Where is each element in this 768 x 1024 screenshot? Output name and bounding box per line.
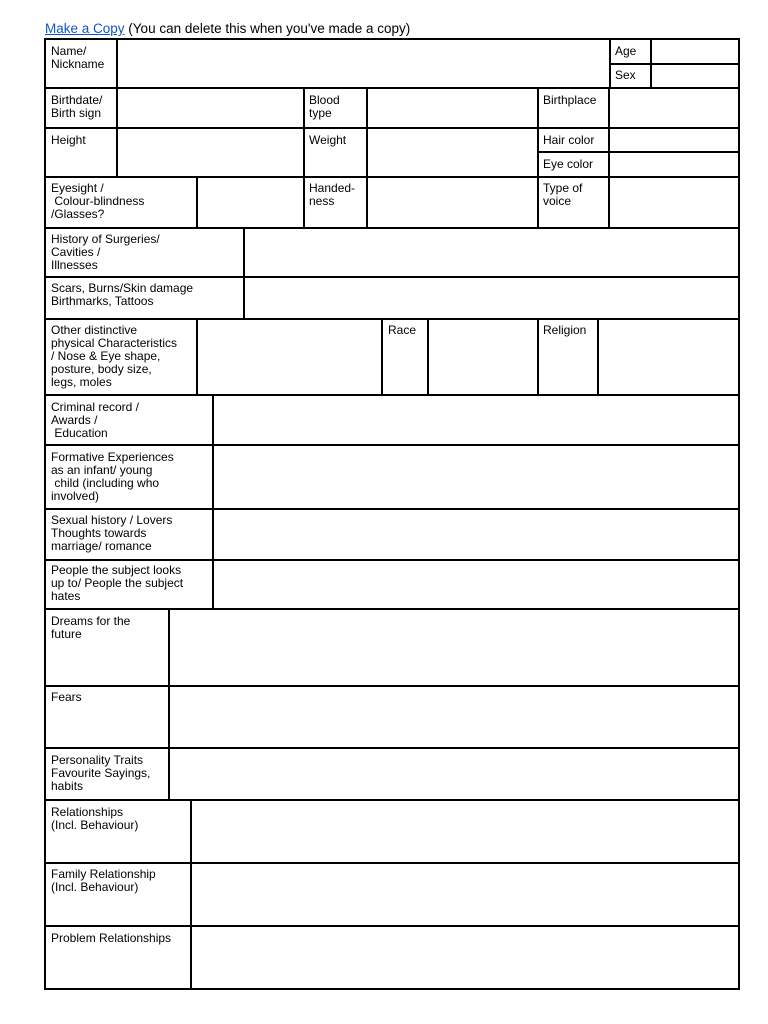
label-eye-color: Eye color	[543, 157, 594, 171]
label-age: Age	[615, 44, 637, 58]
label-sexual: Sexual history / Lovers Thoughts towards marriage/ romance	[51, 513, 173, 553]
blood-type-field[interactable]	[368, 89, 536, 126]
label-birthdate: Birthdate/ Birth sign	[51, 93, 103, 120]
family-field[interactable]	[192, 864, 737, 924]
label-weight: Weight	[309, 133, 347, 147]
criminal-field[interactable]	[214, 396, 737, 443]
age-field[interactable]	[652, 40, 737, 62]
label-birthplace: Birthplace	[543, 93, 597, 107]
label-family: Family Relationship (Incl. Behaviour)	[51, 867, 156, 894]
sexual-field[interactable]	[214, 510, 737, 558]
label-distinctive: Other distinctive physical Characteristics / Nose & Eye shape, posture, body size, legs, moles	[51, 323, 178, 389]
name-field[interactable]	[118, 40, 608, 86]
label-dreams: Dreams for the future	[51, 614, 131, 641]
form-rule	[44, 38, 46, 990]
race-field[interactable]	[429, 320, 536, 393]
label-formative: Formative Experiences as an infant/ young child (including who involved)	[51, 450, 174, 503]
form-rule	[537, 87, 539, 228]
make-a-copy-link[interactable]: Make a Copy	[45, 21, 125, 36]
form-rule	[44, 988, 739, 990]
handedness-field[interactable]	[368, 178, 536, 226]
label-height: Height	[51, 133, 86, 147]
birthdate-field[interactable]	[118, 89, 302, 126]
form-rule	[303, 87, 305, 228]
header-note-text: (You can delete this when you've made a copy)	[124, 21, 411, 36]
label-name: Name/ Nickname	[51, 44, 105, 71]
hair-color-field[interactable]	[610, 129, 737, 150]
label-scars: Scars, Burns/Skin damage Birthmarks, Tattoos	[51, 281, 194, 308]
voice-field[interactable]	[610, 178, 737, 226]
formative-field[interactable]	[214, 446, 737, 507]
distinctive-field[interactable]	[198, 320, 380, 393]
label-personality: Personality Traits Favourite Sayings, habits	[51, 753, 151, 793]
surgeries-field[interactable]	[245, 229, 737, 275]
problem-field[interactable]	[192, 927, 737, 987]
dreams-field[interactable]	[170, 610, 737, 684]
weight-field[interactable]	[368, 129, 536, 175]
label-hair-color: Hair color	[543, 133, 595, 147]
sex-field[interactable]	[652, 65, 737, 86]
label-sex: Sex	[615, 68, 636, 82]
label-surgeries: History of Surgeries/ Cavities / Illnesses	[51, 232, 160, 272]
religion-field[interactable]	[599, 320, 737, 393]
label-problem: Problem Relationships	[51, 931, 172, 945]
label-religion: Religion	[543, 323, 587, 337]
label-handedness: Handed- ness	[309, 181, 356, 208]
label-voice: Type of voice	[543, 181, 583, 208]
birthplace-field[interactable]	[610, 89, 737, 126]
scars-field[interactable]	[245, 278, 737, 317]
label-fears: Fears	[51, 690, 82, 704]
eyesight-field[interactable]	[198, 178, 302, 226]
fears-field[interactable]	[170, 687, 737, 746]
label-people: People the subject looks up to/ People the subject hates	[51, 563, 184, 603]
height-field[interactable]	[118, 129, 302, 175]
form-rule	[537, 318, 539, 395]
personality-field[interactable]	[170, 749, 737, 798]
relationships-field[interactable]	[192, 801, 737, 861]
label-criminal: Criminal record / Awards / Education	[51, 400, 140, 440]
eye-color-field[interactable]	[610, 153, 737, 175]
header-note	[45, 21, 410, 36]
people-field[interactable]	[214, 561, 737, 607]
label-blood-type: Blood type	[309, 93, 340, 120]
label-race: Race	[388, 323, 417, 337]
label-eyesight: Eyesight / Colour-blindness /Glasses?	[51, 181, 145, 221]
form-rule	[738, 38, 740, 990]
label-relationships: Relationships (Incl. Behaviour)	[51, 805, 139, 832]
form-rule	[381, 318, 383, 395]
form-rule	[609, 38, 611, 88]
